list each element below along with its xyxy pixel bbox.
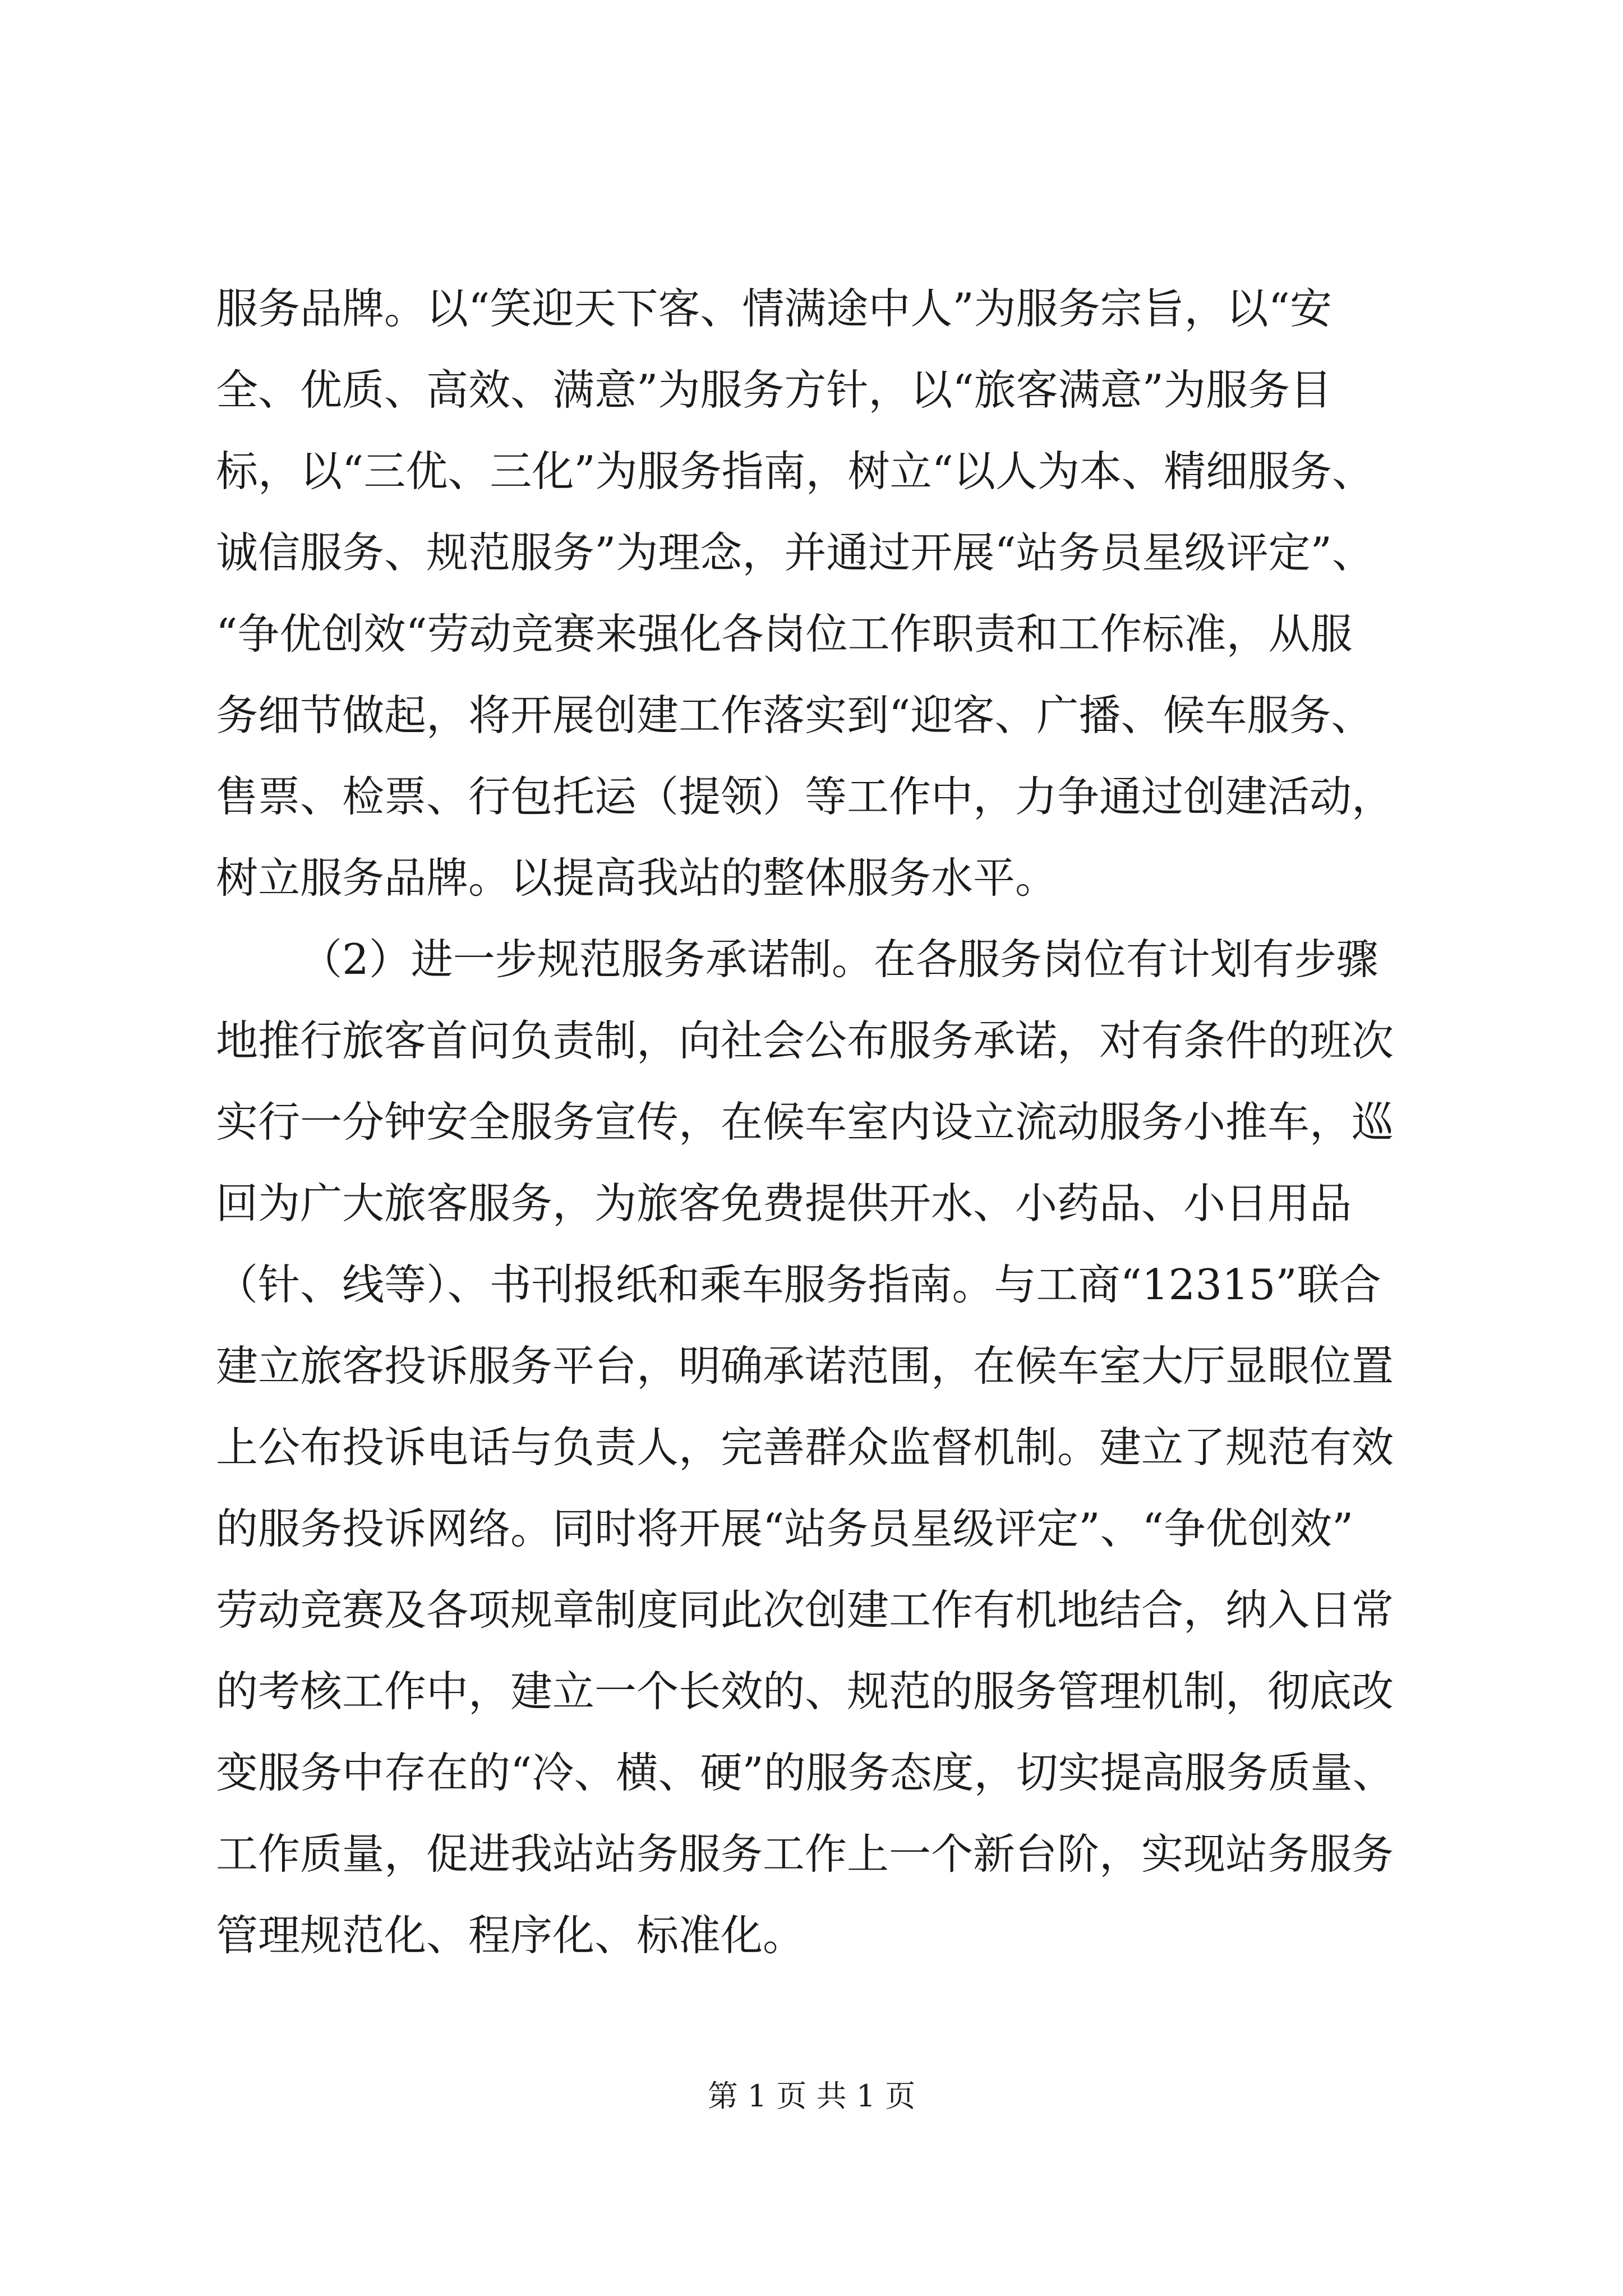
text-line: 标，以“三优、三化”为服务指南，树立“以人为本、精细服务、 [216,447,1375,496]
text-line: 服务品牌。以“笑迎天下客、情满途中人”为服务宗旨，以“安 [216,284,1332,333]
text-line: 地推行旅客首问负责制，向社会公布服务承诺，对有条件的班次 [216,1016,1394,1065]
document-body [216,268,1495,1976]
text-line: 上公布投诉电话与负责人，完善群众监督机制。建立了规范有效 [216,1423,1394,1472]
text-line: 的考核工作中，建立一个长效的、规范的服务管理机制，彻底改 [216,1667,1394,1716]
text-line: “争优创效“劳动竞赛来强化各岗位工作职责和工作标准，从服 [216,609,1353,659]
text-line: 回为广大旅客服务，为旅客免费提供开水、小药品、小日用品 [216,1179,1352,1228]
text-line: 建立旅客投诉服务平台，明确承诺范围，在候车室大厅显眼位置 [216,1341,1394,1391]
text-line: 管理规范化、程序化、标准化。 [216,1911,805,1960]
text-line: 的服务投诉网络。同时将开展“站务员星级评定”、“争优创效” [216,1504,1354,1553]
text-line: （针、线等）、书刊报纸和乘车服务指南。与工商“12315”联合 [216,1260,1381,1309]
text-line: 树立服务品牌。以提高我站的整体服务水平。 [216,853,1058,903]
text-line: 售票、检票、行包托运（提领）等工作中，力争通过创建活动， [216,772,1394,821]
text-line: 劳动竞赛及各项规章制度同此次创建工作有机地结合，纳入日常 [216,1585,1394,1635]
text-line: 务细节做起，将开展创建工作落实到“迎客、广播、候车服务、 [216,691,1373,740]
paragraph-start-line: （2）进一步规范服务承诺制。在各服务岗位有计划有步骤 [300,935,1378,984]
text-line: 变服务中存在的“冷、横、硬”的服务态度，切实提高服务质量、 [216,1748,1395,1797]
text-line: 工作质量，促进我站站务服务工作上一个新台阶，实现站务服务 [216,1829,1394,1879]
text-line: 全、优质、高效、满意”为服务方针，以“旅客满意”为服务目 [216,365,1332,415]
text-line: 实行一分钟安全服务宣传，在候车室内设立流动服务小推车，巡 [216,1097,1394,1147]
page-number-footer: 第 1 页 共 1 页 [707,2078,916,2114]
text-line: 诚信服务、规范服务”为理念，并通过开展“站务员星级评定”、 [216,528,1375,577]
